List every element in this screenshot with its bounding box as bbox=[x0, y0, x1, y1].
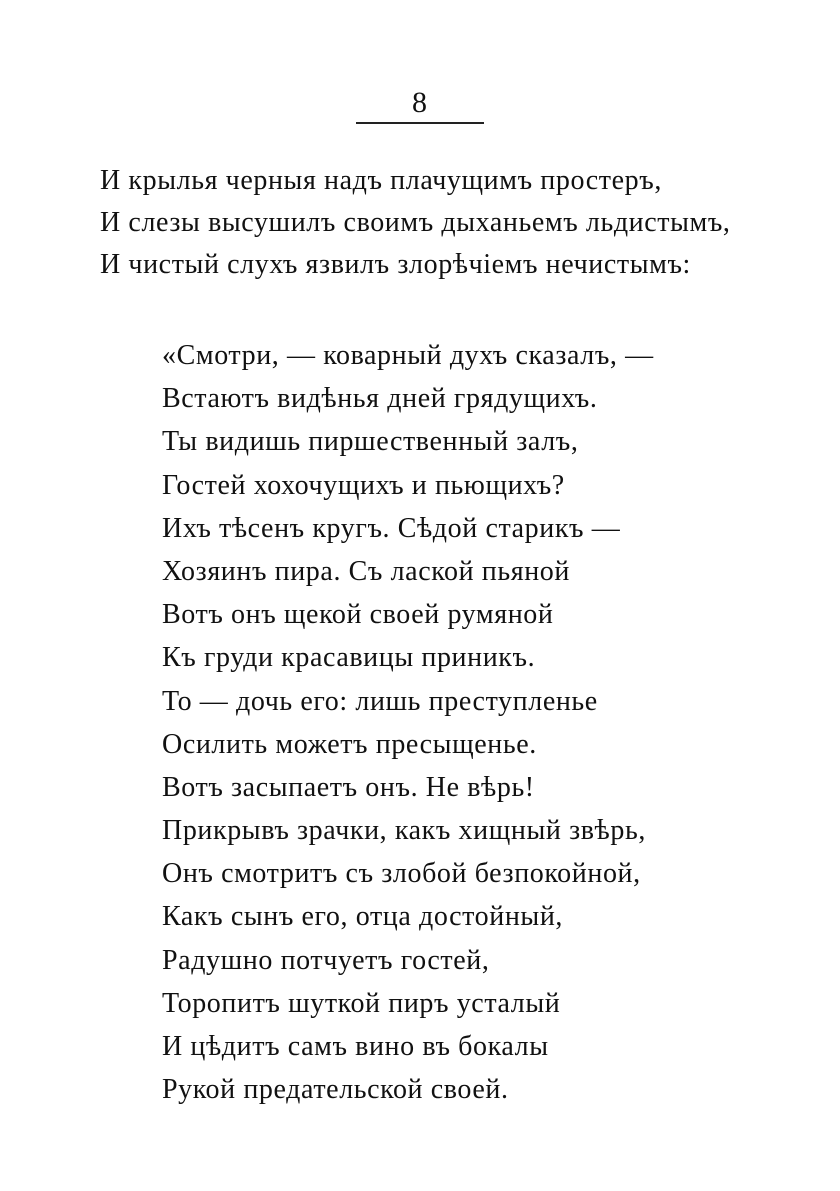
verse-line: И цѣдитъ самъ вино въ бокалы bbox=[162, 1031, 549, 1062]
verse-line: Хозяинъ пира. Съ лаской пьяной bbox=[162, 555, 570, 587]
verse-line: «Смотри, — коварный духъ сказалъ, — bbox=[162, 340, 654, 371]
verse-line: То — дочь его: лишь преступленье bbox=[162, 685, 598, 717]
verse-line: Вотъ засыпаетъ онъ. Не вѣрь! bbox=[162, 771, 535, 803]
stanza-1 bbox=[100, 160, 800, 286]
verse-line: Онъ смотритъ съ злобой безпокойной, bbox=[162, 858, 641, 890]
page-number: 8 bbox=[412, 86, 428, 119]
verse-line: Гостей хохочущихъ и пьющихъ? bbox=[162, 469, 565, 501]
verse-line: Торопитъ шуткой пиръ усталый bbox=[162, 987, 561, 1019]
verse-line: И слезы высушилъ своимъ дыханьемъ льдистымъ, bbox=[100, 207, 731, 238]
verse-line: Какъ сынъ его, отца достойный, bbox=[162, 901, 564, 933]
verse-line: Вотъ онъ щекой своей румяной bbox=[162, 599, 554, 631]
page-number-rule bbox=[356, 122, 484, 124]
verse-line: Прикрывъ зрачки, какъ хищный звѣрь, bbox=[162, 815, 646, 847]
verse-line: Къ груди красавицы приникъ. bbox=[162, 642, 536, 674]
stanza-2 bbox=[162, 334, 802, 1111]
verse-line: Ты видишь пиршественный залъ, bbox=[162, 426, 579, 458]
verse-line: Осилить можетъ пресыщенье. bbox=[162, 728, 537, 760]
verse-line: Ихъ тѣсенъ кругъ. Сѣдой старикъ — bbox=[162, 512, 621, 544]
verse-line: Рукой предательской своей. bbox=[162, 1074, 509, 1106]
verse-line: Встаютъ видѣнья дней грядущихъ. bbox=[162, 383, 598, 415]
verse-line: И крылья черныя надъ плачущимъ простеръ, bbox=[100, 165, 662, 196]
verse-line: И чистый слухъ язвилъ злорѣчіемъ нечистымъ: bbox=[100, 249, 691, 280]
verse-line: Радушно потчуетъ гостей, bbox=[162, 944, 490, 976]
